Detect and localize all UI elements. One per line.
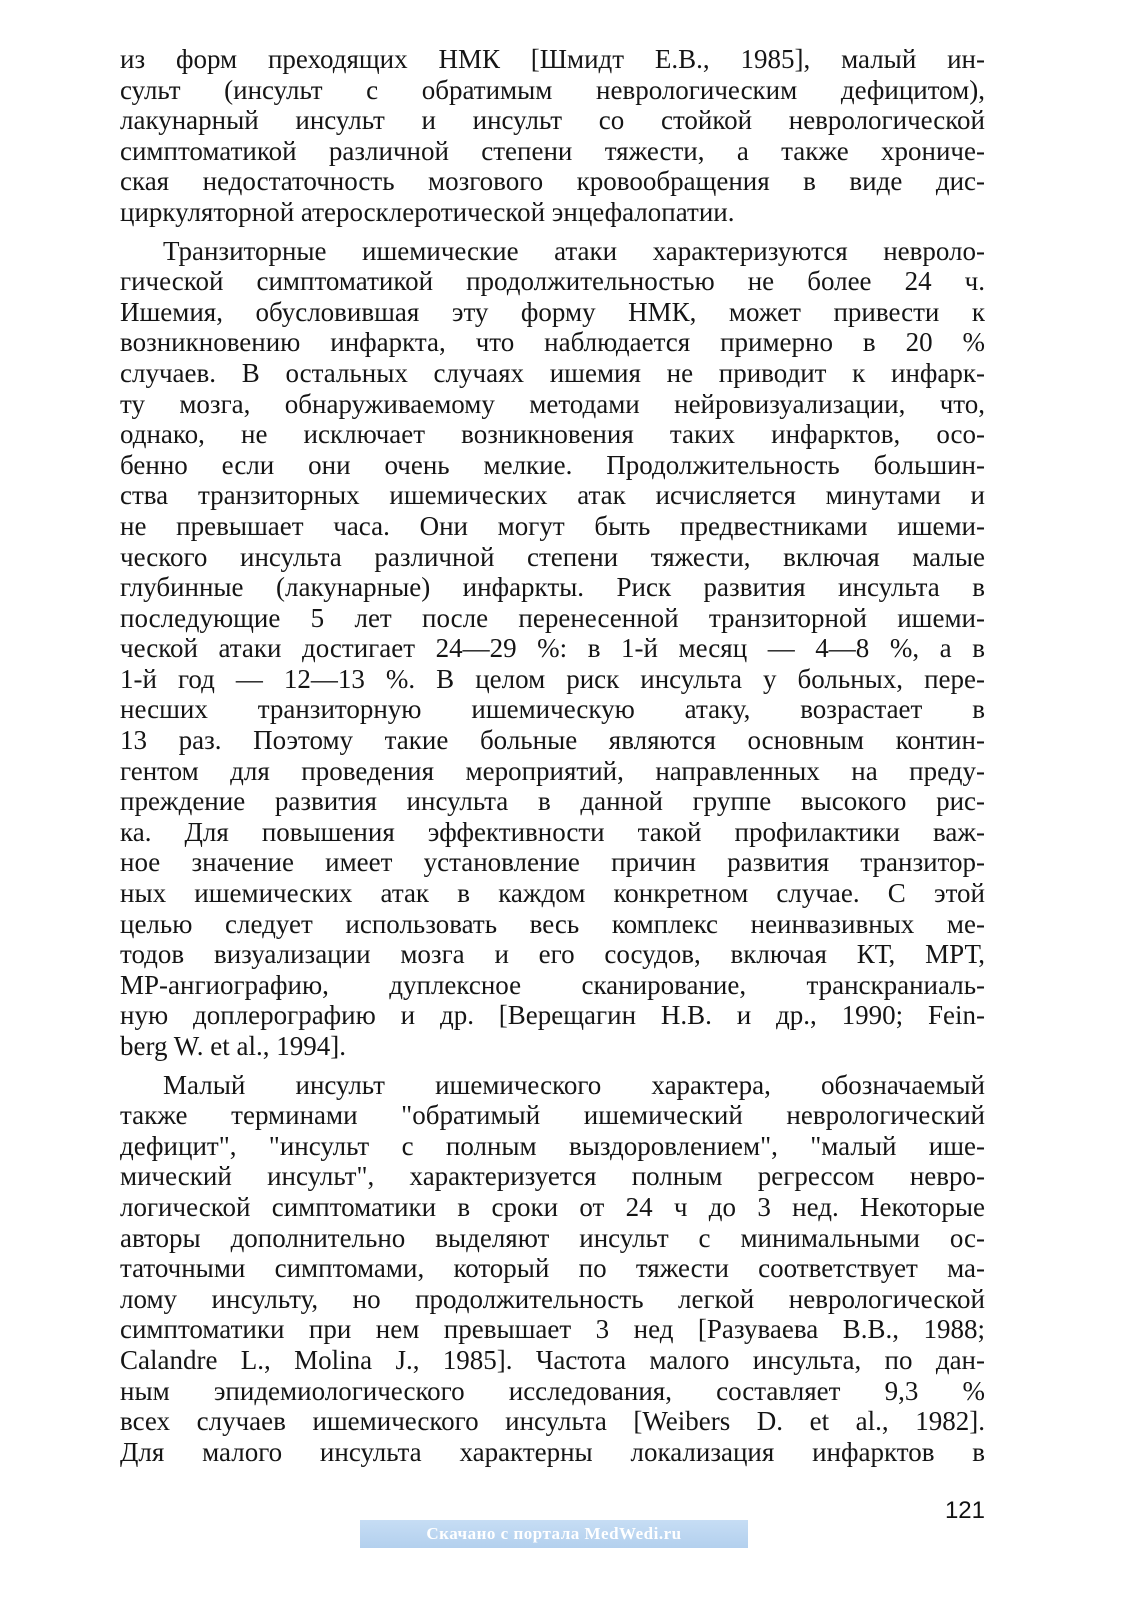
text-line: всех случаев ишемического инсульта [Weibers D. et al., 1982]. xyxy=(120,1406,985,1437)
text-line: ка. Для повышения эффективности такой профилактики важ- xyxy=(120,816,985,847)
text-line: Calandre L., Molina J., 1985]. Частота малого инсульта, по дан- xyxy=(120,1344,985,1375)
text-line: таточными симптомами, который по тяжести соответствует ма- xyxy=(120,1253,985,1284)
text-line: гентом для проведения мероприятий, направленных на преду- xyxy=(120,755,985,786)
paragraph xyxy=(120,236,985,1062)
text-line: симптоматики при нем превышает 3 нед [Разуваева В.В., 1988; xyxy=(120,1314,985,1345)
text-line: МР-ангиографию, дуплексное сканирование, транскраниаль- xyxy=(120,969,985,1000)
text-line: преждение развития инсульта в данной группе высокого рис- xyxy=(120,786,985,817)
text-line: 1-й год — 12—13 %. В целом риск инсульта у больных, пере- xyxy=(120,663,985,694)
text-line: также терминами "обратимый ишемический неврологический xyxy=(120,1100,985,1131)
text-line: из форм преходящих НМК [Шмидт Е.В., 1985], малый ин- xyxy=(120,44,985,74)
text-line: ных ишемических атак в каждом конкретном случае. С этой xyxy=(120,878,985,909)
text-line: ную доплерографию и др. [Верещагин Н.В. и др., 1990; Fein- xyxy=(120,1000,985,1031)
text-line: ская недостаточность мозгового кровообращения в виде дис- xyxy=(120,166,985,197)
page-text-body xyxy=(120,44,985,1467)
text-line: ным эпидемиологического исследования, составляет 9,3 % xyxy=(120,1375,985,1406)
text-line: лакунарный инсульт и инсульт со стойкой неврологической xyxy=(120,105,985,136)
text-line: сульт (инсульт с обратимым неврологическим дефицитом), xyxy=(120,74,985,105)
text-line: ства транзиторных ишемических атак исчисляется минутами и xyxy=(120,480,985,511)
text-line: ческого инсульта различной степени тяжести, включая малые xyxy=(120,541,985,572)
text-line: гической симптоматикой продолжительностью не более 24 ч. xyxy=(120,266,985,297)
text-line: Транзиторные ишемические атаки характеризуются невроло- xyxy=(163,235,985,266)
watermark-banner xyxy=(360,1520,748,1548)
text-line: Для малого инсульта характерны локализация инфарктов в xyxy=(120,1436,985,1467)
text-line: 13 раз. Поэтому такие больные являются основным контин- xyxy=(120,725,985,756)
text-line: тодов визуализации мозга и его сосудов, включая КТ, МРТ, xyxy=(120,939,985,970)
text-line: глубинные (лакунарные) инфаркты. Риск развития инсульта в xyxy=(120,572,985,603)
text-line: berg W. et al., 1994]. xyxy=(120,1031,346,1061)
text-line: дефицит", "инсульт с полным выздоровлением", "малый ише- xyxy=(120,1130,985,1161)
text-line: ческой атаки достигает 24—29 %: в 1-й месяц — 4—8 %, а в xyxy=(120,633,985,664)
text-line: ное значение имеет установление причин развития транзитор- xyxy=(120,847,985,878)
text-line: Малый инсульт ишемического характера, обозначаемый xyxy=(163,1069,985,1100)
text-line: лому инсульту, но продолжительность легкой неврологической xyxy=(120,1283,985,1314)
paragraph xyxy=(120,44,985,228)
text-line: симптоматикой различной степени тяжести, а также хрониче- xyxy=(120,135,985,166)
text-line: не превышает часа. Они могут быть предвестниками ишеми- xyxy=(120,510,985,541)
text-line: случаев. В остальных случаях ишемия не приводит к инфарк- xyxy=(120,357,985,388)
text-line: циркуляторной атеросклеротической энцефалопатии. xyxy=(120,196,735,227)
text-line: последующие 5 лет после перенесенной транзиторной ишеми- xyxy=(120,602,985,633)
text-line: авторы дополнительно выделяют инсульт с минимальными ос- xyxy=(120,1222,985,1253)
text-line: целью следует использовать весь комплекс неинвазивных ме- xyxy=(120,908,985,939)
text-line: однако, не исключает возникновения таких инфарктов, осо- xyxy=(120,419,985,450)
page-number: 121 xyxy=(944,1497,985,1524)
watermark-text: Скачано с портала MedWedi.ru xyxy=(426,1524,682,1543)
text-line: мический инсульт", характеризуется полным регрессом невро- xyxy=(120,1161,985,1192)
text-line: возникновению инфаркта, что наблюдается примерно в 20 % xyxy=(120,327,985,358)
text-line: логической симптоматики в сроки от 24 ч до 3 нед. Некоторые xyxy=(120,1191,985,1222)
text-line: несших транзиторную ишемическую атаку, возрастает в xyxy=(120,694,985,725)
paragraph xyxy=(120,1070,985,1468)
text-line: ту мозга, обнаруживаемому методами нейровизуализации, что, xyxy=(120,388,985,419)
text-line: Ишемия, обусловившая эту форму НМК, может привести к xyxy=(120,296,985,327)
text-line: бенно если они очень мелкие. Продолжительность большин- xyxy=(120,449,985,480)
